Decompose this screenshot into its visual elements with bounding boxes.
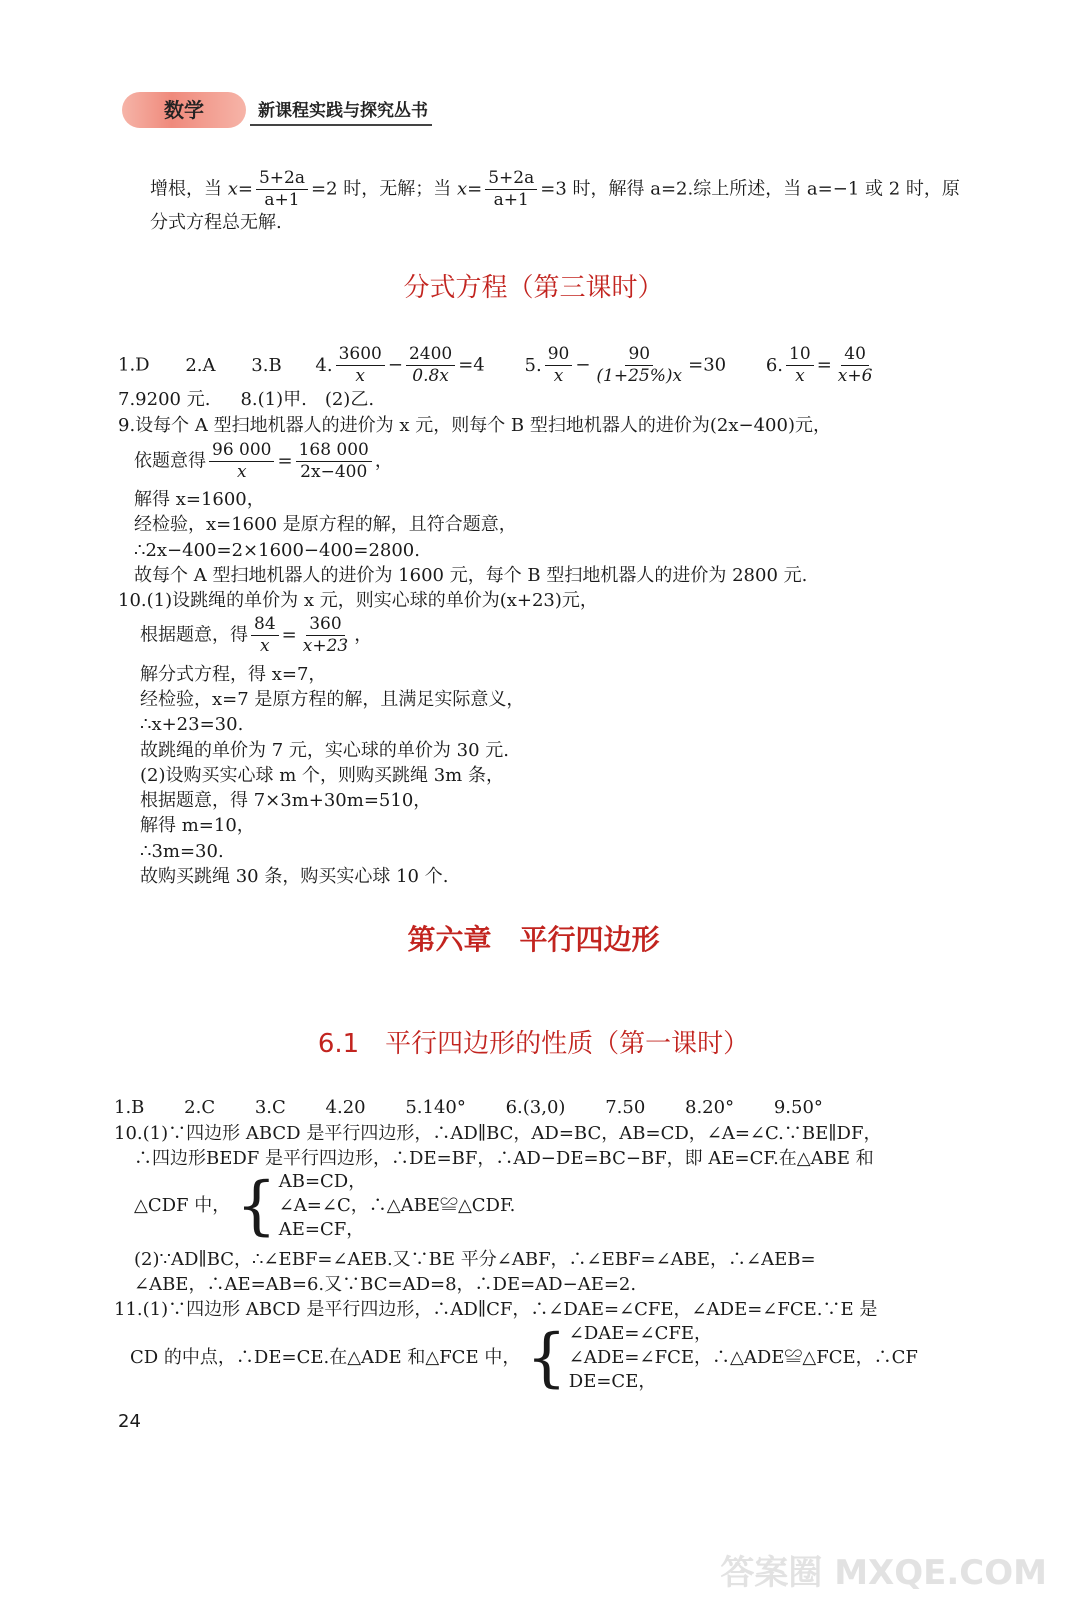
- q9-line-5: ∴2x−400=2×1600−400=2800.: [134, 540, 420, 561]
- answers-row-2: 7.9200 元. 8.(1)甲. (2)乙.: [118, 389, 375, 410]
- series-title: 新课程实践与探究丛书: [258, 101, 428, 121]
- watermark-logo: 答案圈 MXQE.COM: [720, 1553, 1047, 1593]
- fraction: $\frac{3600}{x}$: [336, 344, 385, 387]
- q9-line-2: 依题意得 $\frac{96 000}{x}$ = $\frac{168 000}{2x-400}$ ，: [134, 440, 393, 482]
- subject-label: 数学: [164, 98, 204, 122]
- fraction: $\frac{10}{x}$: [786, 344, 814, 387]
- system-brace: { AB=CD， ∠A=∠C，∴△ABE≌△CDF. AE=CF，: [236, 1169, 516, 1243]
- fraction: $\frac{360}{x+23}$: [302, 614, 349, 656]
- intro-line-1: 增根，当 x= $\frac{5+2a}{a+1}$ =2 时，无解；当 x= $\frac{5+2a}{a+1}$ =3 时，解得 a=2.综上所述，当 a=−1 或 2 时，原: [150, 168, 960, 210]
- s2-q10-line-5: ∠ABE，∴AE=AB=6.又∵BC=AD=8，∴DE=AD−AE=2.: [134, 1274, 637, 1295]
- q10-line-5: ∴x+23=30.: [140, 714, 244, 735]
- section-title-fractional-equation: 分式方程（第三课时）: [403, 273, 664, 303]
- q10-line-10: ∴3m=30.: [140, 841, 224, 862]
- q10-line-7: (2)设购买实心球 m 个，则购买跳绳 3m 条，: [140, 765, 504, 786]
- s2-q11-proof: CD 的中点，∴DE=CE.在△ADE 和△FCE 中， { ∠DAE=∠CFE， ∠ADE=∠FCE，∴△ADE≌△FCE，∴CF DE=CE，: [130, 1321, 918, 1395]
- fraction: $\frac{96 000}{x}$: [209, 440, 274, 483]
- q10-line-6: 故跳绳的单价为 7 元，实心球的单价为 30 元.: [140, 740, 509, 761]
- q10-line-3: 解分式方程，得 x=7，: [140, 664, 327, 685]
- fraction: $\frac{84}{x}$: [251, 614, 279, 657]
- page-number: 24: [118, 1411, 141, 1432]
- q10-line-9: 解得 m=10，: [140, 815, 255, 836]
- s2-q10-proof: △CDF 中， { AB=CD， ∠A=∠C，∴△ABE≌△CDF. AE=CF，: [134, 1169, 516, 1243]
- answers-row-1: 1.D 2.A 3.B 4. $\frac{3600}{x}$ − $\frac{2400}{0.8x}$ =4 5. $\frac{90}{x}$ − $\frac{90}{(1+25\%)x}$ =30 6. $\frac{10}{x}$ = $\frac{40}{x+6}$: [118, 344, 878, 387]
- fraction: $\frac{2400}{0.8x}$: [406, 344, 455, 387]
- q9-line-4: 经检验，x=1600 是原方程的解，且符合题意，: [134, 514, 517, 535]
- s2-q10-line-1: 10.(1)∵四边形 ABCD 是平行四边形，∴AD∥BC，AD=BC，AB=CD，∠A=∠C.∵BE∥DF，: [114, 1123, 882, 1144]
- header-underline: [250, 124, 432, 126]
- chapter-title: 第六章 平行四边形: [407, 923, 660, 956]
- s2-q11-line-1: 11.(1)∵四边形 ABCD 是平行四边形，∴AD∥CF，∴∠DAE=∠CFE，∠ADE=∠FCE.∵E 是: [114, 1299, 878, 1320]
- q10-line-8: 根据题意，得 7×3m+30m=510，: [140, 790, 432, 811]
- fraction: $\frac{90}{x}$: [545, 344, 573, 387]
- q9-line-1: 9.设每个 A 型扫地机器人的进价为 x 元，则每个 B 型扫地机器人的进价为(2x−400)元，: [118, 415, 831, 436]
- q10-line-11: 故购买跳绳 30 条，购买实心球 10 个.: [140, 866, 449, 887]
- subject-badge: [122, 92, 246, 128]
- q9-line-6: 故每个 A 型扫地机器人的进价为 1600 元，每个 B 型扫地机器人的进价为 2800 元.: [134, 565, 808, 586]
- section-title-parallelogram: 6.1 平行四边形的性质（第一课时）: [317, 1029, 750, 1059]
- q9-line-3: 解得 x=1600，: [134, 489, 265, 510]
- fraction: $\frac{5+2a}{a+1}$: [485, 168, 537, 211]
- fraction: $\frac{168 000}{2x-400}$: [296, 440, 372, 483]
- q10-line-4: 经检验，x=7 是原方程的解，且满足实际意义，: [140, 689, 525, 710]
- answers-row-6-1: 1.B 2.C 3.C 4.20 5.140° 6.(3,0) 7.50 8.20° 9.50°: [114, 1097, 823, 1118]
- fraction: $\frac{40}{x+6}$: [837, 344, 873, 386]
- s2-q10-line-4: (2)∵AD∥BC，∴∠EBF=∠AEB.又∵BE 平分∠ABF，∴∠EBF=∠ABE，∴∠AEB=: [134, 1249, 816, 1270]
- fraction: $\frac{90}{(1+25\%)x}$: [596, 344, 683, 386]
- system-brace: { ∠DAE=∠CFE， ∠ADE=∠FCE，∴△ADE≌△FCE，∴CF DE=CE，: [526, 1321, 918, 1395]
- fraction: $\frac{5+2a}{a+1}$: [256, 168, 308, 211]
- s2-q10-line-2: ∴四边形BEDF 是平行四边形，∴DE=BF，∴AD−DE=BC−BF，即 AE=CF.在△ABE 和: [134, 1148, 874, 1169]
- q10-line-2: 根据题意，得 $\frac{84}{x}$ = $\frac{360}{x+23}$ ，: [140, 614, 373, 656]
- intro-line-2: 分式方程总无解.: [150, 212, 282, 233]
- q10-line-1: 10.(1)设跳绳的单价为 x 元，则实心球的单价为(x+23)元，: [118, 590, 598, 611]
